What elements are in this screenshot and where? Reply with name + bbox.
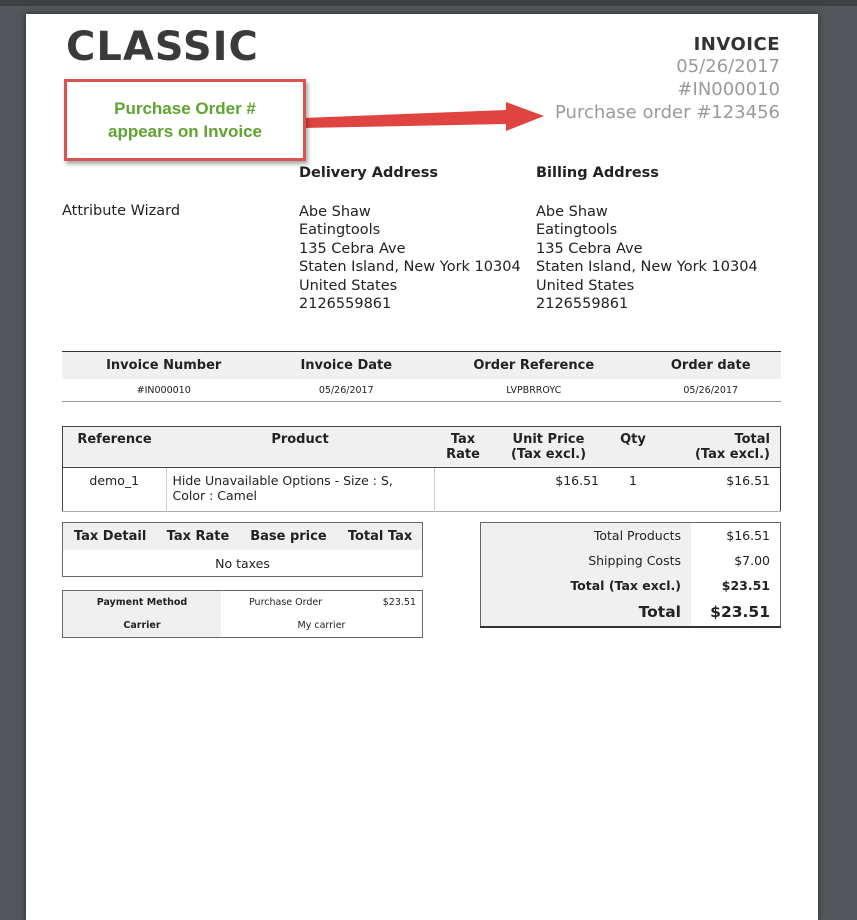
product-qty: 1 (629, 473, 637, 488)
col-total-tax: Total Tax (338, 523, 422, 551)
order-date-value: 05/26/2017 (683, 384, 739, 396)
invoice-date-value: 05/26/2017 (318, 384, 374, 396)
total-products-label: Total Products (481, 523, 692, 549)
col-qty: Qty (605, 427, 661, 468)
col-invoice-number: Invoice Number (62, 352, 265, 380)
grand-total-value: $23.51 (710, 603, 770, 621)
delivery-country: United States (299, 277, 398, 294)
shop-name: Attribute Wizard (62, 203, 181, 219)
callout-line-1: Purchase Order # (114, 99, 256, 118)
unit-price-header-1: Unit Price (512, 432, 585, 447)
carrier-value: My carrier (297, 620, 346, 631)
col-base-price: Base price (239, 523, 338, 551)
total-header-1: Total (734, 432, 770, 447)
total-excl-label: Total (Tax excl.) (481, 573, 692, 598)
total-excl-value: $23.51 (721, 578, 770, 593)
billing-name: Abe Shaw (536, 204, 608, 220)
col-order-reference: Order Reference (427, 352, 640, 380)
billing-country: United States (536, 277, 635, 294)
product-tax-rate (434, 468, 492, 512)
invoice-number-value: #IN000010 (136, 384, 191, 396)
invoice-page (26, 14, 818, 920)
payment-table (62, 590, 423, 638)
col-tax-rate (434, 427, 492, 468)
viewer-top-bar (0, 0, 857, 6)
totals-table (480, 522, 781, 628)
unit-price-header-2: (Tax excl.) (510, 447, 587, 462)
col-product: Product (166, 427, 434, 468)
tax-rate-header-1: Tax (450, 432, 476, 447)
no-taxes-text: No taxes (215, 555, 270, 571)
shipping-costs-label: Shipping Costs (481, 548, 692, 573)
total-products-value: $16.51 (726, 528, 770, 543)
carrier-label: Carrier (63, 614, 222, 638)
billing-city: Staten Island, New York 10304 (536, 259, 758, 276)
billing-street: 135 Cebra Ave (536, 240, 643, 257)
product-table (62, 426, 781, 512)
col-order-date: Order date (640, 352, 781, 380)
billing-company: Eatingtools (536, 222, 618, 239)
invoice-summary-table (62, 351, 781, 402)
delivery-name: Abe Shaw (299, 204, 371, 220)
product-total: $16.51 (726, 473, 770, 488)
purchase-order-callout (64, 79, 306, 161)
billing-address-heading: Billing Address (536, 165, 659, 181)
col-tax-rate-detail: Tax Rate (157, 523, 239, 551)
col-tax-detail: Tax Detail (63, 523, 158, 551)
product-unit-price: $16.51 (555, 473, 599, 488)
delivery-city: Staten Island, New York 10304 (299, 259, 521, 276)
tax-rate-header-2: Rate (446, 447, 480, 462)
payment-method-amount: $23.51 (382, 597, 416, 608)
delivery-company: Eatingtools (299, 222, 381, 239)
invoice-title: INVOICE (693, 34, 780, 55)
billing-phone: 2126559861 (536, 296, 629, 313)
delivery-phone: 2126559861 (299, 296, 392, 313)
callout-line-2: appears on Invoice (108, 122, 262, 141)
payment-method-label: Payment Method (63, 591, 222, 615)
shipping-costs-value: $7.00 (734, 553, 770, 568)
col-reference: Reference (63, 427, 167, 468)
invoice-number: #IN000010 (677, 79, 780, 100)
product-name: Hide Unavailable Options - Size : S, Color : Camel (172, 473, 393, 503)
delivery-street: 135 Cebra Ave (299, 240, 406, 257)
total-header-2: (Tax excl.) (694, 447, 770, 462)
order-reference-value: LVPBRROYC (506, 384, 562, 396)
product-reference: demo_1 (63, 468, 167, 512)
col-unit-price (492, 427, 605, 468)
billing-address (536, 203, 758, 313)
delivery-address-heading: Delivery Address (299, 165, 438, 181)
col-total (661, 427, 781, 468)
col-invoice-date: Invoice Date (265, 352, 427, 380)
invoice-date: 05/26/2017 (676, 56, 780, 77)
purchase-order-number: Purchase order #123456 (555, 102, 780, 123)
delivery-address (299, 203, 521, 313)
table-row (63, 468, 781, 512)
shop-logo: CLASSIC (66, 24, 259, 70)
tax-table (62, 522, 423, 577)
payment-method-value: Purchase Order (249, 597, 323, 608)
grand-total-label: Total (481, 598, 692, 627)
